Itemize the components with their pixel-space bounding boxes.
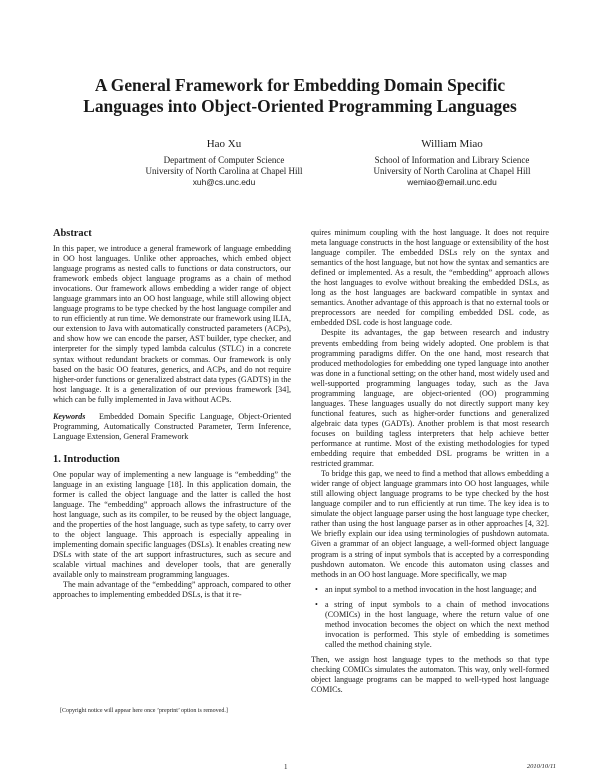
intro-paragraph-5: Then, we assign host language types to the methods so that type checking COMICs simulates the automaton. This way, only well-formed object language programs can be mapped to well-typed host language COMICs. xyxy=(311,654,549,695)
abstract-text: In this paper, we introduce a general framework of language embedding in OO host languages. Unlike other approaches, which embed object language programs as nested calls to functions or data constructors, our framework embeds object language programs as a chain of method invocations. Our framework allows embedding a wider range of object language grammars into an OO host language, while still allowing object language programs to be type checked by the host language compiler and to run efficiently at run time. We demonstrate our framework using ILIA, our extension to Java with automatically constructed parameters (ACPs), and show how we can encode the parser, AST builder, type checker, and interpreter for the simply typed lambda calculus (STLC) in a concrete syntax without redundant brackets or commas. Our framework is only based on the basic OO features, generics, and ACPs, and do not require higher-order functions or generalized abstract data types (GADTS) in the host language. It is a generalization of our previous framework [34], which can be fully implemented in Java without ACPs. xyxy=(53,244,291,404)
author-university: University of North Carolina at Chapel Hill xyxy=(145,166,303,176)
title-line-1: A General Framework for Embedding Domain Specific xyxy=(94,75,506,95)
keywords-label: Keywords xyxy=(53,411,86,421)
author-university: University of North Carolina at Chapel Hill xyxy=(373,166,531,176)
keywords-paragraph xyxy=(53,412,291,442)
author-email: wemiao@email.unc.edu xyxy=(407,177,497,187)
title-line-2: Languages into Object-Oriented Programming Languages xyxy=(83,96,517,116)
author-block-1 xyxy=(104,138,344,188)
intro-paragraph-1: One popular way of implementing a new language is “embedding” the language in an existing language [18]. In this application domain, the former is called the object language and the latter is called the host language. The “embedding” approach allows the infrastructure of the host language, such as its compiler, to be reused by the object language, and the properties of the host language, such as type safety, to carry over to the object language. This approach is especially appealing in implementing domain specific languages (DSLs). It enables creating new DSLs with state of the art support infrastructures, such as secure and scalable virtual machines and developer tools, that are generally available only to mainstream programming languages. xyxy=(53,469,291,580)
author-department: School of Information and Library Science xyxy=(374,155,530,165)
mapping-list xyxy=(311,585,549,650)
paper-title xyxy=(40,75,560,117)
author-block-2 xyxy=(332,138,572,188)
author-name: William Miao xyxy=(421,138,483,150)
author-department: Department of Computer Science xyxy=(163,155,285,165)
author-email: xuh@cs.unc.edu xyxy=(192,177,256,187)
list-item: • an input symbol to a method invocation in the host language; and xyxy=(325,585,549,595)
intro-paragraph-3: Despite its advantages, the gap between research and industry prevents embedding from being widely adopted. One problem is that programming paradigms differ. On the one hand, most research that produced methodologies for embedding one typed language into another was done in a functional setting; on the other hand, most widely used and well-supported programming languages today, such as the Java programming language, are object-oriented (OO) programming languages. These languages usually do not directly support many key functional features, such as higher-order functions and generalized algebraic data types (GADTs). Another problem is that most research focuses on building tagless interpreters that help achieve better performance at runtime. Most of the existing methodologies for typed embedding require that embedded DSL programs be written in a restricted grammar. xyxy=(311,328,549,469)
author-name: Hao Xu xyxy=(206,138,242,150)
right-column xyxy=(311,228,549,695)
left-column xyxy=(53,228,291,601)
intro-paragraph-4: To bridge this gap, we need to find a method that allows embedding a wider range of object language grammars into OO host languages, while still allowing object language programs to be type checked by the host language compiler and to run efficiently at run time. The key idea is to simulate the object language parser using the host language type checker, rather than using the host language parser as in other approaches [4, 32]. We briefly explain our idea using terminologies of pushdown automata. Given a grammar of an object language, a well-formed object language program is a string of input symbols that is accepted by a corresponding pushdown automaton. We encode this automaton using classes and methods in an OO host language. More specifically, we map xyxy=(311,469,549,579)
intro-paragraph-2-start: The main advantage of the “embedding” approach, compared to other approaches to implementing embedded DSLs, is that it re- xyxy=(53,580,291,600)
intro-paragraph-2-end: quires minimum coupling with the host language. It does not require meta language constructs in the host language or extensibility of the host language compiler. The embedded DSLs rely on the syntax and semantics of the host language, but not how the syntax and semantics are defined or implemented. As a result, the “embedding” approach allows the host languages to evolve without breaking the embedded DSLs, as long as the host languages are backward compatible in syntax and semantics. Another advantage of this approach is that no external tools or preprocessors are needed for compiling embedded DSL code, as embedded DSL code is host language code. xyxy=(311,228,549,328)
page-number: 1 xyxy=(284,763,288,771)
intro-heading: 1. Introduction xyxy=(53,453,120,465)
keywords-text: Embedded Domain Specific Language, Object-Oriented Programming, Automatically Constructed Parameter, Term Inference, Language Extension, General Framework xyxy=(53,411,291,441)
abstract-heading: Abstract xyxy=(53,228,92,239)
date-stamp: 2010/10/11 xyxy=(526,763,556,770)
list-item: • a string of input symbols to a chain of method invocations (COMICs) in the host language, where the return value of one method invocation becomes the object on which the next method invocation is performed. This style of embedding is sometimes called the method chaining style. xyxy=(325,600,549,650)
copyright-footnote: [Copyright notice will appear here once ’preprint’ option is removed.] xyxy=(60,708,228,714)
